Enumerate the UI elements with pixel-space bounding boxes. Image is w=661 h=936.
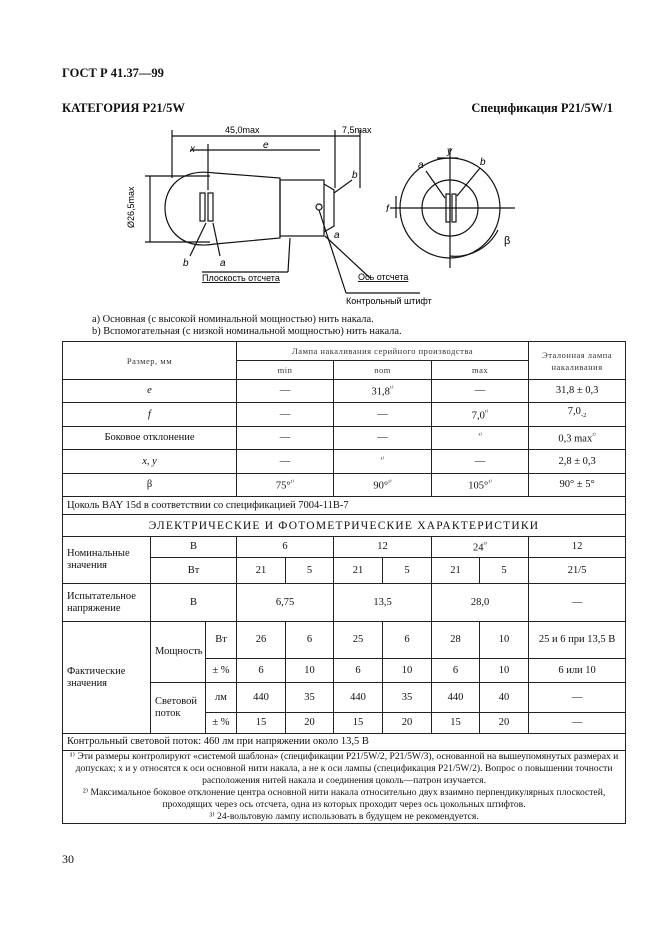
table-cell: 15 (432, 713, 480, 734)
table-row (63, 584, 626, 622)
table-cell: Вт (151, 558, 237, 584)
control-flux: Контрольный световой поток: 460 лм при напряжении около 13,5 В (63, 734, 626, 751)
cell-text: 31,8 (371, 386, 390, 398)
cell-text: 90° (373, 480, 389, 492)
footnote-2: ²⁾ Максимальное боковое отклонение центра основной нити накала относительно двух взаимно перпендикулярных плоскостей, проходящих через ось отсчета, одна из которых проходит через ось цокольных штифтов. (82, 787, 606, 810)
cell-text: 0,3 max (558, 433, 593, 445)
table-row (63, 403, 626, 427)
doc-id: ГОСТ Р 41.37—99 (62, 66, 164, 80)
table-cell: Номинальные значения (63, 537, 151, 584)
table-cell: Вт (206, 622, 237, 659)
cell-text: 7,0 (471, 410, 485, 422)
table-cell: 440 (432, 683, 480, 713)
table-cell: 15 (334, 713, 383, 734)
label-b-side: b (183, 258, 189, 269)
table-cell: 6 (383, 622, 432, 659)
table-cell: лм (206, 683, 237, 713)
table-cell: ± % (206, 659, 237, 683)
table-cell: 6 (334, 659, 383, 683)
footnotes (63, 751, 626, 824)
footnote-3: ³⁾ 24-вольтовую лампу использовать в будущем не рекомендуется. (209, 811, 479, 822)
table-cell: Боковое отклонение (63, 427, 237, 450)
table-row (63, 450, 626, 474)
table-cell: 10 (480, 659, 529, 683)
dim-cap: 7,5max (342, 125, 372, 135)
table-cell: 12 (529, 537, 626, 558)
filament-b (208, 193, 213, 221)
table-cell: — (432, 380, 529, 403)
table-cell: 28 (432, 622, 480, 659)
cap-body (280, 180, 324, 236)
table-row (63, 342, 626, 361)
table-cell: 10 (480, 622, 529, 659)
table-row (63, 427, 626, 450)
table-cell: — (432, 450, 529, 474)
cell-text: ¹⁾ (488, 479, 492, 487)
label-f: f (386, 204, 389, 215)
section-title: ЭЛЕКТРИЧЕСКИЕ И ФОТОМЕТРИЧЕСКИЕ ХАРАКТЕРИСТИКИ (63, 515, 626, 537)
table-cell (237, 474, 334, 497)
table-row (63, 537, 626, 558)
table-cell: Фактические значения (63, 622, 151, 734)
table-cell: x, y (63, 450, 237, 474)
label-ref-plane: Плоскость отсчета (202, 273, 280, 283)
col-min: min (237, 361, 334, 380)
table-row (63, 474, 626, 497)
table-cell (432, 474, 529, 497)
table-cell: β (63, 474, 237, 497)
table-cell: 90° ± 5° (529, 474, 626, 497)
table-cell: — (237, 450, 334, 474)
table-cell: 21 (334, 558, 383, 584)
table-cell: 440 (237, 683, 286, 713)
label-b-cap: b (352, 170, 358, 181)
table-cell: — (334, 403, 432, 427)
page-number: 30 (62, 852, 74, 866)
table-cell: 5 (383, 558, 432, 584)
spec-table (62, 341, 626, 824)
table-row (63, 622, 626, 659)
footnote-1: ¹⁾ Эти размеры контролируют «системой шаблона» (спецификации P21/5W/2, P21/5W/3), основанной на вышеупомянутых размерах и допусках; x и y относятся к оси основной нити накала, а не к оси лампы (спецификация P21/5W/2). Вопрос о повышении точности расположения нитей накала и соединения цоколь—патрон изучается. (69, 751, 619, 786)
table-cell: — (529, 713, 626, 734)
filament-a (200, 193, 205, 221)
table-cell (334, 450, 432, 474)
table-cell: 21/5 (529, 558, 626, 584)
table-cell (432, 403, 529, 427)
label-y: y (447, 146, 452, 157)
spec-title: Спецификация P21/5W/1 (471, 101, 613, 115)
cell-text: ³⁾ (483, 541, 488, 549)
cell-text: ¹⁾ (290, 479, 295, 487)
cell-text: 24 (473, 542, 484, 554)
table-cell: — (529, 683, 626, 713)
cell-text: 7,0 (567, 406, 581, 418)
label-b-end: b (480, 157, 486, 168)
cell-text: 105° (468, 480, 489, 492)
col-nom: nom (334, 361, 432, 380)
label-a-cap: a (334, 230, 340, 241)
table-cell (432, 537, 529, 558)
table-cell: 25 и 6 при 13,5 В (529, 622, 626, 659)
col-size: Размер, мм (63, 342, 237, 380)
table-cell: 10 (286, 659, 334, 683)
table-cell: В (151, 584, 237, 622)
table-cell: — (529, 584, 626, 622)
legend-b: b) Вспомогательная (с низкой номинальной мощностью) нить накала. (92, 326, 402, 337)
table-cell (529, 427, 626, 450)
table-cell: 35 (383, 683, 432, 713)
bulb-outline (165, 172, 280, 245)
table-cell (529, 403, 626, 427)
table-cell: 15 (237, 713, 286, 734)
table-cell (334, 380, 432, 403)
table-cell: Испытательное напряжение (63, 584, 151, 622)
table-row (63, 380, 626, 403)
table-cell: ± % (206, 713, 237, 734)
col-reference: Эталонная лампа накаливания (529, 342, 626, 380)
table-cell (334, 474, 432, 497)
table-cell: 6 (286, 622, 334, 659)
table-cell: 13,5 (334, 584, 432, 622)
table-cell: Световой поток (151, 683, 206, 734)
table-cell: Мощность (151, 622, 206, 683)
label-ref-axis: Ось отсчета (358, 272, 409, 282)
table-cell: 6 (237, 659, 286, 683)
table-cell: 40 (480, 683, 529, 713)
label-a-end: a (418, 160, 424, 171)
table-cell: 26 (237, 622, 286, 659)
table-cell: 10 (383, 659, 432, 683)
table-cell: 21 (237, 558, 286, 584)
table-cell: 31,8 ± 0,3 (529, 380, 626, 403)
cell-text: 75° (275, 480, 291, 492)
table-cell: 20 (383, 713, 432, 734)
table-cell: 6 или 10 (529, 659, 626, 683)
cap-note: Цоколь BAY 15d в соответствии со спецификацией 7004-11B-7 (63, 497, 626, 515)
table-cell: 6 (237, 537, 334, 558)
table-cell: 35 (286, 683, 334, 713)
category-title: КАТЕГОРИЯ P21/5W (62, 101, 185, 115)
label-a-side: a (220, 258, 226, 269)
lamp-drawing (120, 118, 540, 308)
table-cell: — (237, 380, 334, 403)
label-e: e (263, 140, 269, 151)
table-cell: 440 (334, 683, 383, 713)
table-cell: — (237, 403, 334, 427)
table-row (63, 751, 626, 824)
table-row (63, 734, 626, 751)
label-x: x (190, 144, 195, 155)
table-cell (432, 427, 529, 450)
table-cell: f (63, 403, 237, 427)
cell-text: ¹⁾ (380, 455, 385, 463)
table-cell: 6 (432, 659, 480, 683)
dim-overall: 45,0max (225, 125, 260, 135)
table-cell: e (63, 380, 237, 403)
table-cell: 12 (334, 537, 432, 558)
legend-a: a) Основная (с высокой номинальной мощностью) нить накала. (92, 314, 374, 325)
table-cell: 5 (480, 558, 529, 584)
cell-text: -2 (580, 412, 587, 420)
col-serial: Лампа накаливания серийного производства (237, 342, 529, 361)
table-cell: 21 (432, 558, 480, 584)
cell-text: ¹⁾ (478, 432, 482, 440)
table-cell: 28,0 (432, 584, 529, 622)
table-cell: — (334, 427, 432, 450)
cell-text: ²⁾ (592, 432, 596, 440)
reference-pin (316, 204, 322, 210)
cell-text: ¹⁾ (484, 408, 489, 416)
table-row (63, 515, 626, 537)
table-cell: 25 (334, 622, 383, 659)
label-beta: β (504, 235, 511, 247)
dim-diameter: Ø26,5max (126, 186, 136, 228)
col-max: max (432, 361, 529, 380)
table-cell: 6,75 (237, 584, 334, 622)
table-cell: 20 (480, 713, 529, 734)
label-pin: Контрольный штифт (346, 296, 432, 306)
table-cell: 5 (286, 558, 334, 584)
cell-text: ¹⁾ (388, 479, 392, 487)
table-cell: В (151, 537, 237, 558)
table-cell: — (237, 427, 334, 450)
cell-text: ¹⁾ (389, 385, 394, 393)
table-row (63, 497, 626, 515)
table-cell: 2,8 ± 0,3 (529, 450, 626, 474)
table-cell: 20 (286, 713, 334, 734)
